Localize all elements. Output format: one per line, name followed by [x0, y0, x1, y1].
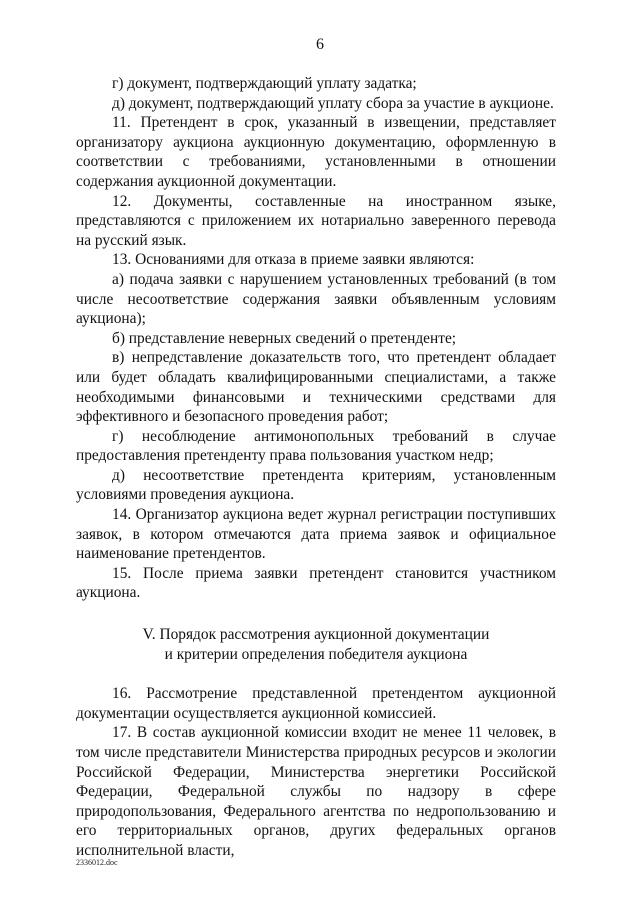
- paragraph: д) документ, подтверждающий уплату сбора за участие в аукционе.: [112, 94, 554, 112]
- paragraph: б) представление неверных сведений о претенденте;: [112, 329, 457, 347]
- paragraph: 13. Основаниями для отказа в приеме заявки являются:: [112, 251, 475, 269]
- paragraph: в) непредставление доказательств того, что претендент обладает или будет обладать квалифицированными специалистами, а также необходимыми финансовыми и техническими средствами для эффективного и безопасного проведения работ;: [76, 349, 556, 426]
- paragraph: 17. В состав аукционной комиссии входит не менее 11 человек, в том числе представители Министерства природных ресурсов и экологии Российской Федерации, Министерства энергетики Российской Федерации, Федеральной службы по надзору в сфере природопользования, Федерального агентства по недропользованию и его территориальных органов, других федеральных органов исполнительной власти,: [76, 724, 556, 859]
- paragraph: а) подача заявки с нарушением установленных требований (в том числе несоответствие содержания заявки объявленным условиям аукциона);: [76, 270, 556, 328]
- paragraph: 16. Рассмотрение представленной претендентом аукционной документации осуществляется аукционной комиссией.: [76, 685, 556, 722]
- paragraph: 15. После приема заявки претендент становится участником аукциона.: [76, 564, 556, 602]
- file-name-footer: 2336012.doc: [76, 858, 118, 867]
- section-heading-line: V. Порядок рассмотрения аукционной документации: [142, 626, 490, 644]
- section-heading: [76, 625, 556, 664]
- page-number: 6: [316, 36, 324, 53]
- section-heading-line: и критерии определения победителя аукциона: [164, 645, 468, 663]
- paragraph: г) несоблюдение антимонопольных требований в случае предоставления претенденту права пользования участком недр;: [76, 427, 556, 465]
- paragraph: г) документ, подтверждающий уплату задатка;: [112, 75, 417, 92]
- paragraph: 11. Претендент в срок, указанный в извещении, представляет организатору аукциона аукционную документацию, оформленную в соответствии с требованиями, установленными в отношении содержания аукционной документации.: [76, 114, 556, 190]
- paragraph: 14. Организатор аукциона ведет журнал регистрации поступивших заявок, в котором отмечаются дата приема заявок и официальное наименование претендентов.: [76, 506, 556, 563]
- paragraph: 12. Документы, составленные на иностранном языке, представляются с приложением их нотариально заверенного перевода на русский язык.: [76, 192, 556, 249]
- document-body: [76, 74, 556, 861]
- paragraph: д) несоответствие претендента критериям, установленным условиями проведения аукциона.: [76, 466, 556, 504]
